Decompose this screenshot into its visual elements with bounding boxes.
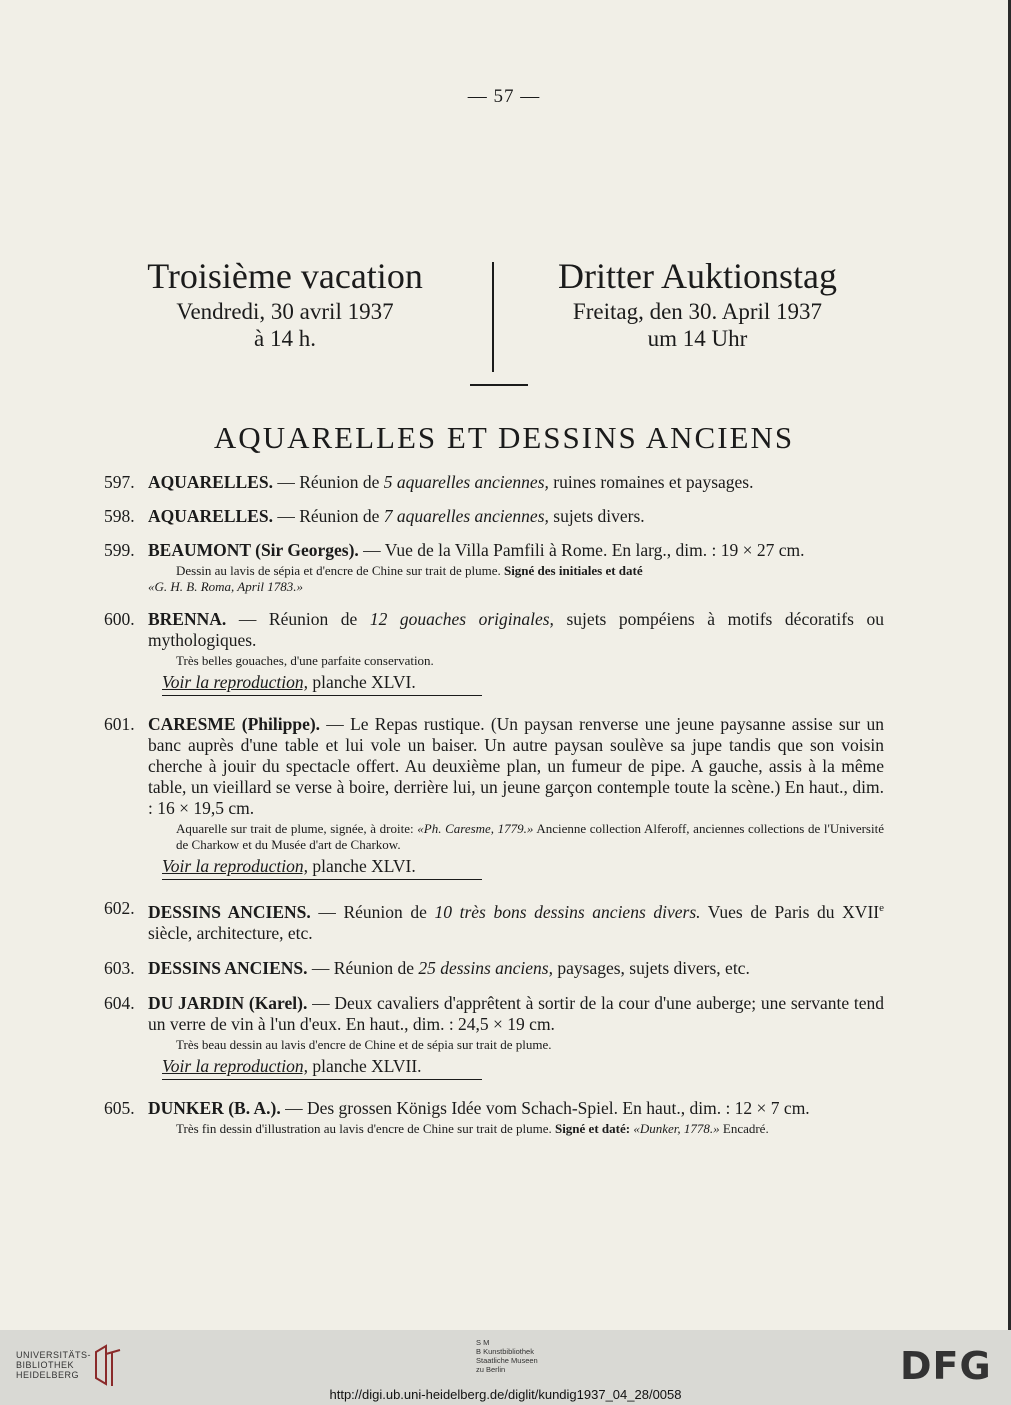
reproduction-ref — [148, 855, 884, 877]
note-text: Ancienne collection Alferoff, anciennes collections de l'Université de Charkow et du Musée d'art de Charkow. — [176, 821, 884, 852]
french-title: Troisième vacation — [147, 256, 423, 296]
plate-number: planche XLVII. — [308, 1055, 422, 1076]
entry-text: — Réunion de — [272, 506, 384, 526]
entry-note — [148, 821, 884, 853]
entry-name: AQUARELLES. — [148, 472, 273, 492]
library-line: HEIDELBERG — [16, 1370, 80, 1380]
short-rule — [470, 384, 528, 386]
dfg-logo[interactable]: DFG — [900, 1344, 992, 1388]
note-text: Dessin au lavis de sépia et d'encre de Chine sur trait de plume. — [176, 563, 504, 578]
entry-text: sujets divers. — [548, 506, 645, 526]
superscript: e — [879, 902, 884, 914]
entry-text: ruines romaines et paysages. — [548, 472, 754, 492]
smb-line: B Kunstbibliothek — [476, 1347, 534, 1356]
viewer-footer — [0, 1330, 1011, 1405]
smb-logo[interactable] — [476, 1338, 538, 1374]
entry-text: — Réunion de — [307, 957, 419, 978]
entry-603 — [104, 958, 884, 979]
entry-underline — [162, 1079, 482, 1080]
library-emblem-icon — [92, 1344, 124, 1388]
entry-italic: 10 très bons dessins anciens divers. — [434, 901, 701, 922]
entry-598 — [104, 506, 884, 527]
entry-number: 603. — [104, 957, 135, 978]
reproduction-ref — [148, 671, 884, 693]
entry-name: DU JARDIN (Karel). — [148, 992, 308, 1013]
entry-599 — [104, 540, 884, 595]
entry-number: 600. — [104, 609, 135, 629]
smb-line: Staatliche Museen — [476, 1356, 538, 1365]
entry-number: 597. — [104, 472, 135, 492]
library-line: UNIVERSITÄTS- — [16, 1350, 92, 1360]
plate-number: planche XLVI. — [308, 672, 416, 692]
page-number: — 57 — — [467, 86, 541, 107]
entry-text: — Vue de la Villa Pamfili à Rome. En larg., dim. : 19 × 27 cm. — [358, 540, 805, 560]
note-text: Très fin dessin d'illustration au lavis d'encre de Chine sur trait de plume. — [176, 1120, 555, 1136]
header-divider — [492, 262, 494, 372]
entry-text: Vues de Paris du XVII — [700, 901, 880, 922]
note-italic: «Ph. Caresme, 1779.» — [417, 821, 534, 836]
entry-name: DESSINS ANCIENS. — [148, 901, 311, 922]
french-time: à 14 h. — [254, 326, 316, 351]
german-title: Dritter Auktionstag — [558, 256, 837, 296]
entry-number: 605. — [104, 1097, 135, 1118]
entry-underline — [162, 695, 482, 696]
entry-number: 599. — [104, 540, 135, 560]
note-italic: «Dunker, 1778.» — [633, 1120, 720, 1136]
entry-text: — Deux cavaliers d'apprêtent à sortir de la cour d'une auberge; une servante tend un verre de vin à l'un d'eux. En haut., dim. : 24,5 × 19 cm. — [148, 992, 884, 1034]
reproduction-link: Voir la reproduction, — [162, 672, 308, 692]
source-url[interactable]: http://digi.ub.uni-heidelberg.de/diglit/kundig1937_04_28/0058 — [329, 1387, 682, 1402]
entry-text: — Le Repas rustique. (Un paysan renverse une jeune paysanne assise sur un banc auprès d'une table et lui vole un baiser. Un autre paysan soulève sa jupe tandis que son voisin cherche à jouir du spectacle offert. Au deuxième plan, un fumeur de pipe. A gauche, assis à la même table, un vieillard se verse à boire, derrière lui, un jeune garçon contemple toute la scène.) En haut., dim. : 16 × 19,5 cm. — [148, 714, 884, 818]
heidelberg-library-logo[interactable] — [16, 1350, 91, 1380]
entry-note: Très belles gouaches, d'une parfaite conservation. — [176, 653, 434, 668]
german-time: um 14 Uhr — [647, 326, 748, 351]
entry-597 — [104, 472, 884, 493]
note-text: Encadré. — [719, 1120, 769, 1136]
entry-underline — [162, 879, 482, 880]
entry-number: 601. — [104, 714, 135, 734]
entry-605 — [104, 1098, 884, 1137]
entry-number: 598. — [104, 506, 135, 526]
entry-note: Très beau dessin au lavis d'encre de Chine et de sépia sur trait de plume. — [176, 1036, 552, 1052]
reproduction-ref — [148, 1055, 884, 1077]
entry-name: DESSINS ANCIENS. — [148, 957, 308, 978]
note-text: Aquarelle sur trait de plume, signée, à droite: — [176, 821, 418, 836]
entry-italic: 25 dessins anciens, — [418, 957, 553, 978]
entry-italic: 12 gouaches originales, — [369, 609, 554, 629]
entry-text: — Réunion de — [310, 901, 435, 922]
entry-name: DUNKER (B. A.). — [148, 1097, 281, 1118]
entry-name: CARESME (Philippe). — [148, 714, 321, 734]
german-header — [520, 254, 875, 352]
entry-604 — [104, 993, 884, 1080]
entry-text: paysages, sujets divers, etc. — [553, 957, 750, 978]
french-header — [120, 254, 450, 352]
note-bold: Signé et daté: — [554, 1120, 634, 1136]
entry-list — [104, 472, 884, 1137]
note-italic: «G. H. B. Roma, April 1783.» — [148, 579, 304, 594]
library-line: BIBLIOTHEK — [16, 1360, 75, 1370]
entry-name: BRENNA. — [148, 609, 227, 629]
entry-602 — [104, 898, 884, 944]
entry-note-continued — [148, 579, 884, 595]
entry-text: — Réunion de — [226, 609, 370, 629]
entry-name: BEAUMONT (Sir Georges). — [148, 540, 359, 560]
smb-line: zu Berlin — [476, 1365, 506, 1374]
entry-number: 602. — [104, 898, 135, 918]
entry-italic: 5 aquarelles anciennes, — [383, 472, 549, 492]
entry-italic: 7 aquarelles anciennes, — [383, 506, 549, 526]
section-title: AQUARELLES ET DESSINS ANCIENS — [213, 420, 795, 455]
plate-number: planche XLVI. — [308, 856, 416, 876]
entry-name: AQUARELLES. — [148, 506, 273, 526]
smb-line: S M — [476, 1338, 490, 1347]
entry-note — [148, 563, 884, 579]
entry-text: — Réunion de — [272, 472, 384, 492]
entry-text: siècle, architecture, etc. — [148, 922, 313, 943]
entry-600 — [104, 609, 884, 696]
reproduction-link: Voir la reproduction, — [162, 1055, 308, 1076]
entry-note — [148, 1121, 884, 1137]
entry-text: — Des grossen Königs Idée vom Schach-Spiel. En haut., dim. : 12 × 7 cm. — [280, 1097, 810, 1118]
french-date: Vendredi, 30 avril 1937 — [176, 299, 394, 324]
entry-number: 604. — [104, 992, 135, 1013]
german-date: Freitag, den 30. April 1937 — [572, 299, 823, 324]
entry-text: sujets pompéiens à motifs décoratifs ou mythologiques. — [148, 609, 884, 650]
note-bold: Signé des initiales et daté — [503, 563, 643, 578]
reproduction-link: Voir la reproduction, — [162, 856, 308, 876]
entry-601 — [104, 714, 884, 880]
